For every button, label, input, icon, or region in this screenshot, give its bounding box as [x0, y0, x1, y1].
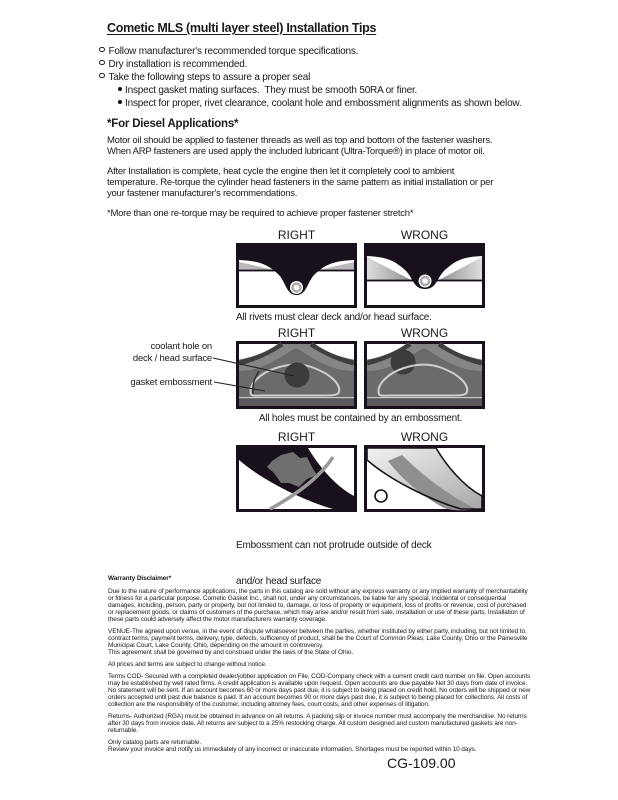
- embossment-wrong-diagram: [364, 445, 485, 512]
- warranty-disclaimer-block: [108, 575, 532, 758]
- open-bullet-icon: [99, 47, 105, 53]
- diesel-applications-heading: *For Diesel Applications*: [107, 118, 239, 130]
- coolant-hole-label: [100, 341, 212, 364]
- hole-right-diagram: [236, 341, 357, 409]
- diesel-paragraph-1: Motor oil should be applied to fastener threads as well as top and bottom of the fastener washers. When ARP fasteners are used apply the included lubricant (Ultra-Torque®) in place of motor oil.: [107, 135, 493, 157]
- legal-paragraph: Only catalog parts are returnable.: [108, 739, 202, 746]
- legal-paragraph: Due to the nature of performance applications, the parts in this catalog are sold without any express warranty or any implied warranty of merchantability or fitness for a particular purpose. Cometic Gasket Inc., shall not, under any circumstances, be liable for any special, incidental or consequential damages, including, person, party or property, but not limited to, damage, or loss of property or equipment, loss of profits or revenue, cost of purchased or replacement goods, or claims of customers of the purchase, which may arise and/or result from sale, installation or use of these parts. Installation of these parts could adversely affect the motor manufacturers warranty coverage.: [108, 588, 528, 623]
- open-bullet-icon: [99, 60, 105, 66]
- right-label: RIGHT: [277, 326, 316, 340]
- right-label: RIGHT: [277, 430, 316, 444]
- diesel-paragraph-2: After Installation is complete, heat cycle the engine then let it completely cool to ambient temperature. Re-torque the cylinder head fasteners in the same pattern as initial installation or per your fastener manufacturer's recommendations.: [107, 166, 494, 199]
- page-title: Cometic MLS (multi layer steel) Installation Tips: [107, 21, 377, 35]
- tip-text: Take the following steps to assure a proper seal: [108, 72, 311, 83]
- bullet-icon: [118, 100, 122, 104]
- figure-rivet-clearance: [236, 228, 485, 324]
- wrong-label: WRONG: [400, 228, 449, 242]
- list-item: [118, 97, 521, 110]
- legal-paragraph: Review your invoice and notify us immediately of any incorrect or inaccurate information. Shortages must be reported within 10 days.: [108, 746, 477, 753]
- hole-wrong-diagram: [364, 341, 485, 409]
- figure-caption: All holes must be contained by an embossment.: [258, 413, 463, 424]
- gasket-embossment-label: gasket embossment: [130, 377, 212, 388]
- tip-text: Inspect gasket mating surfaces. They must be smooth 50RA or finer.: [125, 85, 418, 96]
- legal-paragraph: This agreement shall be governed by and construed under the laws of the State of Ohio.: [108, 649, 354, 656]
- rivet-wrong-diagram: [364, 243, 485, 308]
- tip-text: Inspect for proper, rivet clearance, coolant hole and embossment alignments as shown below.: [125, 98, 522, 109]
- list-item: [99, 45, 521, 58]
- warranty-disclaimer-heading: Warranty Disclaimer*: [108, 575, 172, 582]
- legal-paragraph: All prices and terms are subject to change without notice.: [108, 661, 267, 668]
- wrong-label: WRONG: [400, 430, 449, 444]
- rivet-right-diagram: [236, 243, 357, 308]
- list-item: [99, 58, 521, 71]
- figure-hole-containment: [236, 326, 485, 425]
- figure-caption-line1: Embossment can not protrude outside of deck: [236, 540, 432, 551]
- retorque-footnote: *More than one re-torque may be required to achieve proper fastener stretch*: [107, 208, 414, 219]
- legal-paragraph: Returns- Authorized (RGA) must be obtained in advance on all returns. A packing slip or invoice number must accompany the merchandise. No returns after 30 days from invoice date. All returns are subject to a 25% restocking charge. All custom designed and custom manufactured gaskets are non-returnable.: [108, 713, 527, 734]
- installation-tips-list: [99, 45, 521, 110]
- bullet-icon: [118, 87, 122, 91]
- document-number: CG-109.00: [387, 755, 456, 771]
- legal-paragraph: Terms COD- Secured with a completed dealer/jobber application on File, COD-Company check with a current credit card number on file. Open accounts may be established by well rated firms. A credit application is available upon request. Open accounts are due payable Net 30 days from date of invoice. No statement will be sent. If an account becomes 60 or more days past due, it is subject to being placed on credit hold. No orders will be shipped or new orders accepted until past due balance is paid. If an account becomes 90 or more days past due, it is subject to being placed for collections. All costs of collection are the responsibility of the customer, including attorney fees, court costs, and other expenses of litigation.: [108, 673, 531, 708]
- list-item: [118, 84, 521, 97]
- coolant-hole-label-line2: deck / head surface: [132, 352, 212, 364]
- legal-paragraph: VENUE-The agreed upon venue, in the event of dispute whatsoever between the parties, whether instituted by either party, including, but not limited to, contract terms, payment terms, delivery, type, defects, sufficiency of product, shall be the Court of Common Pleas, Lake County, Ohio or the Painesville Municipal Court, Lake County, Ohio, depending on the amount in controversy.: [108, 628, 528, 649]
- tip-text: Follow manufacturer's recommended torque specifications.: [108, 46, 359, 57]
- right-label: RIGHT: [277, 228, 316, 242]
- tip-text: Dry installation is recommended.: [108, 59, 248, 70]
- wrong-label: WRONG: [400, 326, 449, 340]
- list-item: [99, 71, 521, 84]
- figure-caption-line2: and/or head surface: [236, 576, 322, 587]
- coolant-hole-label-line1: coolant hole on: [150, 341, 212, 352]
- figure-caption: All rivets must clear deck and/or head surface.: [236, 312, 432, 323]
- open-bullet-icon: [99, 73, 105, 79]
- embossment-right-diagram: [236, 445, 357, 512]
